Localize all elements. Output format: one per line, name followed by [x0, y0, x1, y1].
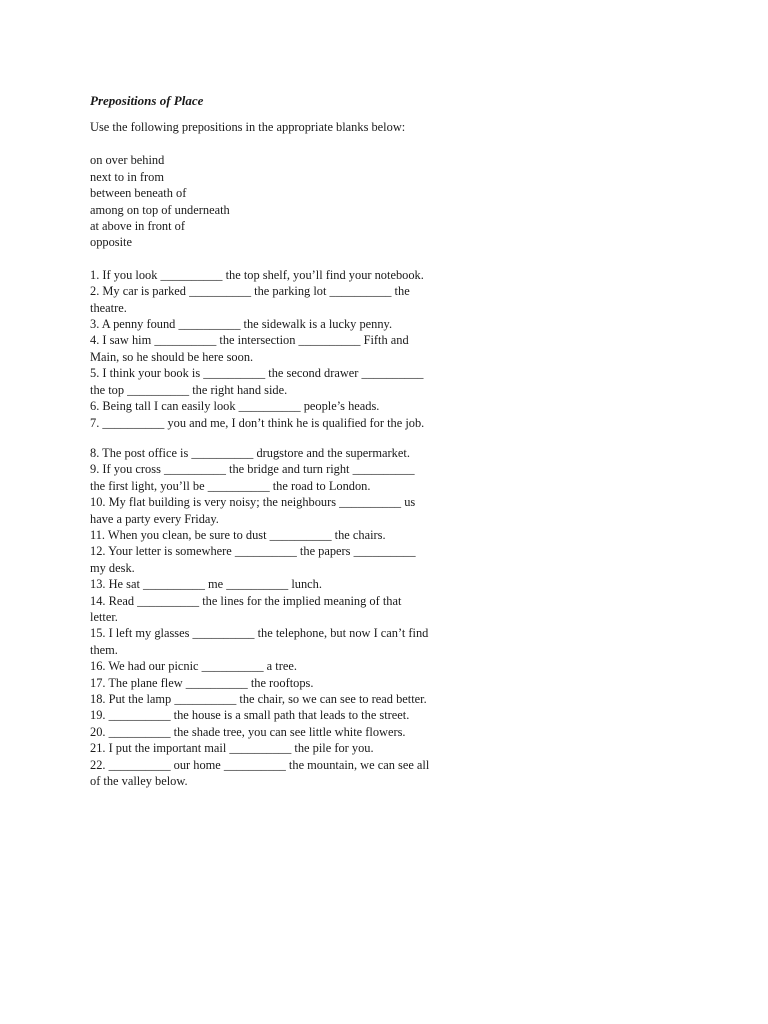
exercise-line: 21. I put the important mail __________ the pile for you.: [90, 741, 374, 756]
exercise-line: 6. Being tall I can easily look __________ people’s heads.: [90, 399, 380, 414]
exercise-line: 8. The post office is __________ drugstore and the supermarket.: [90, 445, 410, 460]
exercise-line: 1. If you look __________ the top shelf, you’ll find your notebook.: [90, 267, 424, 282]
exercise-line: 15. I left my glasses __________ the telephone, but now I can’t find: [90, 626, 429, 641]
exercise-line: theatre.: [90, 300, 127, 315]
exercise-line: 4. I saw him __________ the intersection __________ Fifth and: [90, 333, 409, 348]
exercise-line: Main, so he should be here soon.: [90, 349, 254, 364]
exercise-line: the first light, you’ll be __________ the road to London.: [90, 478, 371, 493]
preposition-line: between beneath of: [90, 186, 187, 201]
exercise-line: 22. __________ our home __________ the mountain, we can see all: [90, 757, 430, 772]
exercise-line: 2. My car is parked __________ the parking lot __________ the: [90, 284, 410, 299]
exercise-line: 7. __________ you and me, I don’t think he is qualified for the job.: [90, 415, 425, 430]
exercise-line: 16. We had our picnic __________ a tree.: [90, 659, 297, 674]
exercise-line: them.: [90, 642, 118, 657]
preposition-line: on over behind: [90, 153, 165, 168]
exercise-line: 5. I think your book is __________ the second drawer __________: [90, 366, 424, 381]
exercise-line: 3. A penny found __________ the sidewalk is a lucky penny.: [90, 317, 393, 332]
preposition-list: [90, 152, 480, 250]
exercise-line: 13. He sat __________ me __________ lunch.: [90, 577, 322, 592]
preposition-line: opposite: [90, 235, 132, 250]
exercise-line: 14. Read __________ the lines for the implied meaning of that: [90, 593, 402, 608]
instruction-text: Use the following prepositions in the appropriate blanks below:: [90, 120, 406, 134]
exercise-line: letter.: [90, 609, 118, 624]
section-gap: [90, 431, 480, 445]
exercise-line: the top __________ the right hand side.: [90, 382, 288, 397]
exercise-line: of the valley below.: [90, 774, 188, 789]
exercise-line: 10. My flat building is very noisy; the neighbours __________ us: [90, 495, 416, 510]
preposition-line: next to in from: [90, 169, 164, 184]
exercise-block-1: [90, 267, 480, 431]
exercise-line: have a party every Friday.: [90, 511, 219, 526]
preposition-line: among on top of underneath: [90, 202, 230, 217]
exercise-line: 17. The plane flew __________ the rooftops.: [90, 675, 314, 690]
preposition-line: at above in front of: [90, 219, 185, 234]
exercise-line: my desk.: [90, 560, 135, 575]
page-title: Prepositions of Place: [90, 93, 204, 108]
exercise-line: 18. Put the lamp __________ the chair, so we can see to read better.: [90, 692, 427, 706]
exercise-line: 12. Your letter is somewhere __________ the papers __________: [90, 544, 416, 559]
exercise-line: 9. If you cross __________ the bridge and turn right __________: [90, 462, 415, 477]
exercise-block-2: [90, 445, 480, 790]
exercise-line: 19. __________ the house is a small path that leads to the street.: [90, 708, 410, 723]
exercise-line: 20. __________ the shade tree, you can see little white flowers.: [90, 724, 406, 739]
exercise-line: 11. When you clean, be sure to dust __________ the chairs.: [90, 527, 386, 542]
worksheet-page: [90, 92, 480, 789]
